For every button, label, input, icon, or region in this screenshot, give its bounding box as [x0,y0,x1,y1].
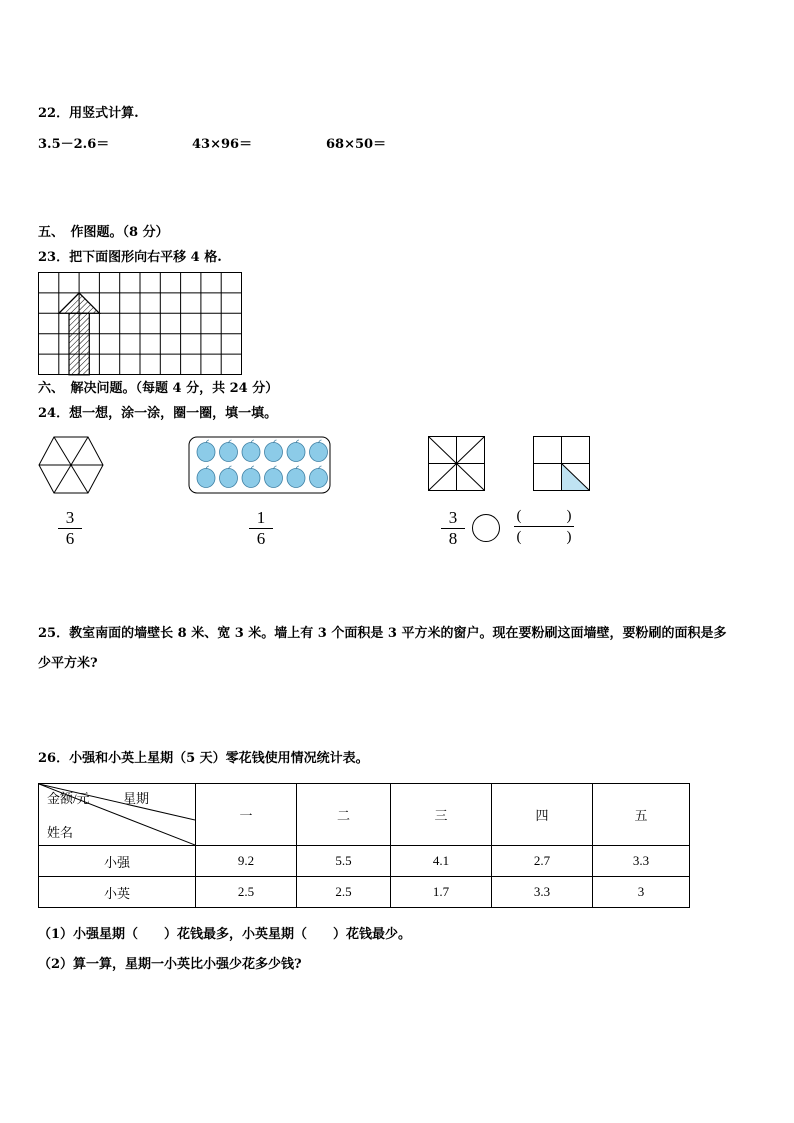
cell-value: 3.3 [492,877,593,908]
day-header: 三 [391,784,492,846]
cell-value: 9.2 [196,846,297,877]
fraction-three-eighths [441,509,465,548]
cell-value: 2.7 [492,846,593,877]
apple-icon [310,469,328,488]
day-header: 四 [492,784,593,846]
blank-denominator: ( ) [516,529,572,545]
apple-icon [265,469,283,488]
compare-circle[interactable] [472,514,500,542]
q23-title: 23．把下面图形向右平移 4 格. [38,250,222,265]
denominator: 6 [65,529,75,548]
day-header: 五 [593,784,690,846]
q25-line-1: 25．教室南面的墙壁长 8 米、宽 3 米。墙上有 3 个面积是 3 平方米的窗户。现在要粉刷这面墙壁，要粉刷的面积是多 [38,626,727,641]
section-six-heading: 六、 解决问题。（每题 4 分，共 24 分） [38,381,279,396]
row-name: 小英 [39,877,196,908]
apple-box [188,436,331,494]
q26-subquestion-1: （1）小强星期（ ）花钱最多，小英星期（ ）花钱最少。 [38,927,412,942]
header-amount: 金额/元 [47,791,90,806]
cell-value: 2.5 [196,877,297,908]
cell-value: 1.7 [391,877,492,908]
cell-value: 3 [593,877,690,908]
cell-value: 2.5 [297,877,391,908]
blank-fraction[interactable] [514,507,574,546]
apple-icon [220,469,238,488]
table-row [39,846,690,877]
cell-value: 3.3 [593,846,690,877]
apple-icon [242,443,260,462]
apple-icon [287,443,305,462]
q22-item-2: 43×96＝ [192,137,253,152]
table-row [39,877,690,908]
translation-grid [38,272,243,376]
blank-numerator: ( ) [516,508,572,524]
header-weekday: 星期 [123,791,150,806]
hexagon-figure [38,436,104,494]
spending-table [38,783,690,908]
numerator: 3 [448,508,458,527]
header-name: 姓名 [47,825,74,840]
q22-item-1: 3.5－2.6＝ [38,137,110,152]
q24-title: 24．想一想，涂一涂，圈一圈，填一填。 [38,406,278,421]
denominator: 6 [256,529,266,548]
cell-value: 4.1 [391,846,492,877]
diagonal-header-cell [39,784,196,846]
q22-item-3: 68×50＝ [326,137,387,152]
apple-icon [287,469,305,488]
apple-icon [265,443,283,462]
day-header: 二 [297,784,391,846]
row-name: 小强 [39,846,196,877]
day-header: 一 [196,784,297,846]
q26-title: 26．小强和小英上星期（5 天）零花钱使用情况统计表。 [38,751,369,766]
apple-icon [220,443,238,462]
section-five-heading: 五、 作图题。（8 分） [38,225,169,240]
numerator: 1 [256,508,266,527]
apple-icon [242,469,260,488]
quarter-square-figure [533,436,591,492]
denominator: 8 [448,529,458,548]
apple-icon [310,443,328,462]
fraction-one-sixth [249,509,273,548]
q26-subquestion-2: （2）算一算，星期一小英比小强少花多少钱? [38,957,302,972]
q22-title: 22．用竖式计算. [38,106,139,121]
apple-icon [197,469,215,488]
apple-icon [197,443,215,462]
cell-value: 5.5 [297,846,391,877]
fraction-three-sixths [58,509,82,548]
octant-square-figure [428,436,486,492]
q25-line-2: 少平方米? [38,656,98,671]
numerator: 3 [65,508,75,527]
